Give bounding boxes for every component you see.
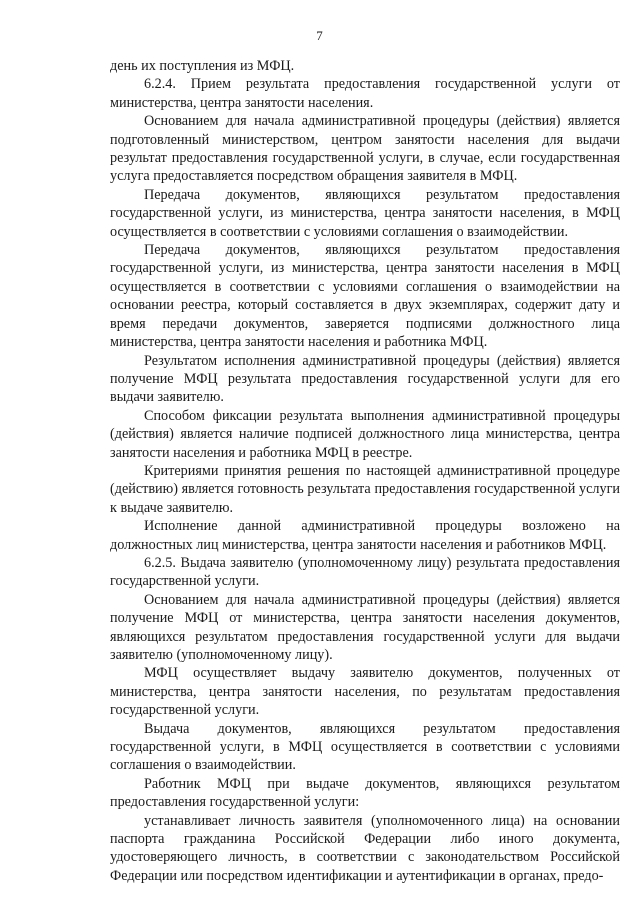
page-number: 7 [316, 28, 323, 43]
paragraph-9: Исполнение данной административной процедуры возложено на должностных лиц министерства, центра занятости населения и работников МФЦ. [110, 518, 620, 553]
paragraph-5: Передача документов, являющихся результатом предоставления государственной услуги, из министерства, центра занятости населения в МФЦ осуществляется в соответствии с условиями соглашения о взаимодействии на основании реестра, который составляется в двух экземплярах, содержит дату и время передачи документов, заверяется подписями должностного лица министерства, центра занятости населения и работника МФЦ. [110, 242, 620, 351]
document-body [110, 57, 620, 885]
paragraph-11: Основанием для начала административной процедуры (действия) является получение МФЦ от министерства, центра занятости населения документов, являющихся результатом предоставления государственной услуги для выдачи заявителю (уполномоченному лицу). [110, 591, 620, 663]
paragraph-6: Результатом исполнения административной процедуры (действия) является получение МФЦ результата предоставления государственной услуги для его выдачи заявителю. [110, 352, 620, 406]
paragraph-12: МФЦ осуществляет выдачу заявителю документов, полученных от министерства, центра занятости населения, по результатам предоставления государственной услуги. [110, 665, 620, 719]
paragraph-7: Способом фиксации результата выполнения административной процедуры (действия) является наличие подписей должностного лица министерства, центра занятости населения и работника МФЦ в реестре. [110, 407, 620, 461]
paragraph-3: Основанием для начала административной процедуры (действия) является подготовленный министерством, центром занятости населения для выдачи результат предоставления государственной услуги, в случае, если государственная услуга предоставляется посредством обращения заявителя в МФЦ. [110, 113, 620, 185]
paragraph-2: 6.2.4. Прием результата предоставления государственной услуги от министерства, центра занятости населения. [110, 76, 620, 111]
paragraph-4: Передача документов, являющихся результатом предоставления государственной услуги, из министерства, центра занятости населения, в МФЦ осуществляется в соответствии с условиями соглашения о взаимодействии. [110, 186, 620, 240]
paragraph-15: устанавливает личность заявителя (уполномоченного лица) на основании паспорта гражданина Российской Федерации либо иного документа, удостоверяющего личность, в соответствии с законодательством Российской Федерации или посредством идентификации и аутентификации в органах, предо- [110, 812, 620, 884]
paragraph-10: 6.2.5. Выдача заявителю (уполномоченному лицу) результата предоставления государственной услуги. [110, 554, 620, 590]
paragraph-1: день их поступления из МФЦ. [110, 58, 295, 74]
paragraph-13: Выдача документов, являющихся результатом предоставления государственной услуги, в МФЦ осуществляется в соответствии с условиями соглашения о взаимодействии. [110, 720, 620, 774]
paragraph-8: Критериями принятия решения по настоящей административной процедуре (действию) является готовность результата предоставления государственной услуги к выдаче заявителю. [110, 462, 620, 516]
paragraph-14: Работник МФЦ при выдаче документов, являющихся результатом предоставления государственной услуги: [110, 775, 620, 811]
